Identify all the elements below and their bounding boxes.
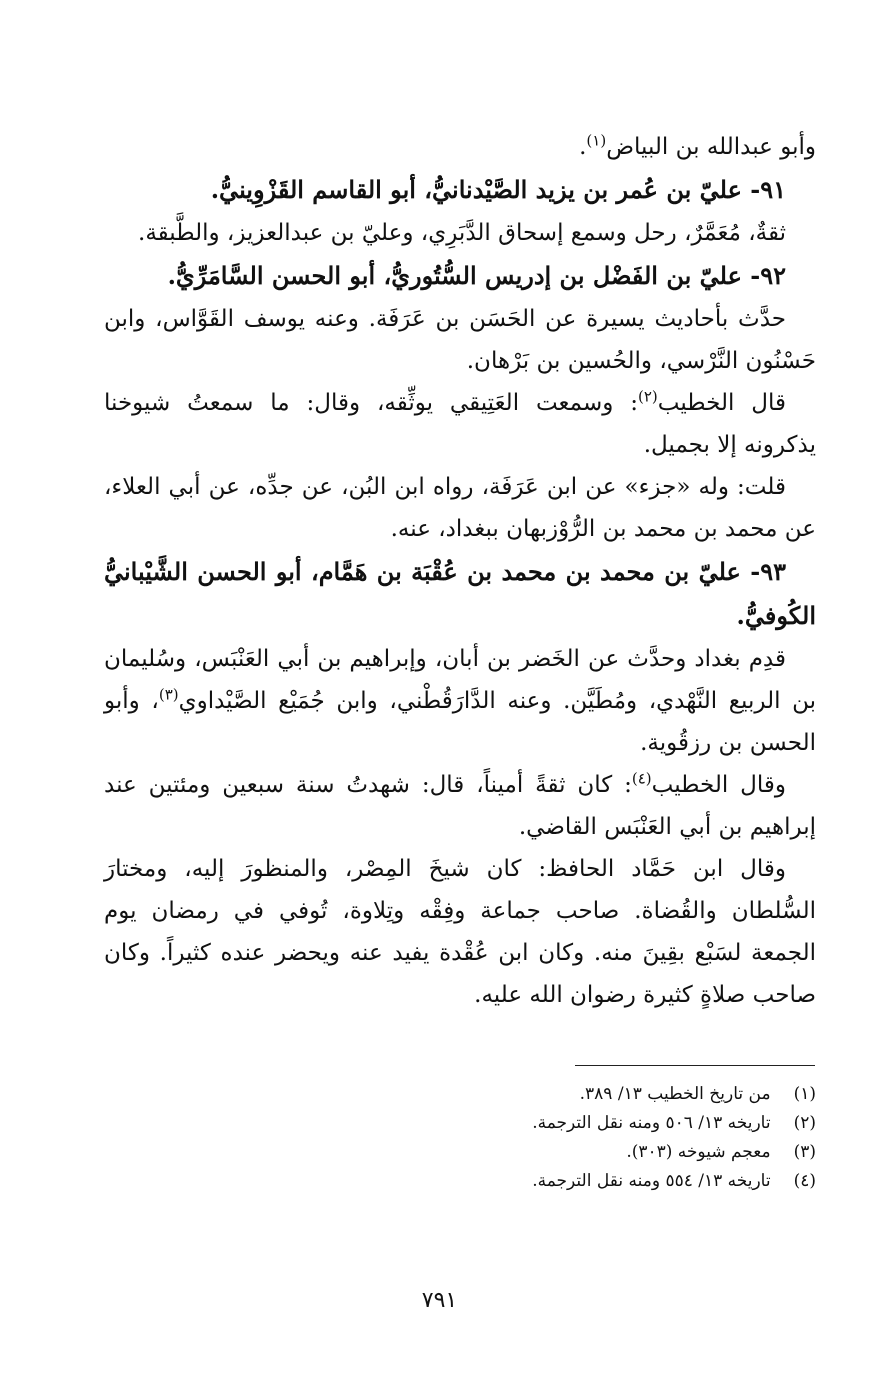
- footnote-text: معجم شيوخه (٣٠٣).: [626, 1142, 771, 1162]
- footnote-item: [300, 1138, 816, 1167]
- footnotes: [300, 1080, 816, 1196]
- footnote-number: (٤): [793, 1171, 816, 1191]
- entry-heading-92: ٩٢- عليّ بن الفَضْل بن إدريس السُّتُوريُّ، أبو الحسن السَّامَرِّيُّ.: [167, 261, 786, 290]
- entry-text-93a: [104, 638, 816, 764]
- footnote-number: (٣): [793, 1142, 816, 1162]
- entry-heading-91: ٩١- عليّ بن عُمر بن يزيد الصَّيْدنانيُّ، أبو القاسم القَزْوِينيُّ.: [210, 175, 786, 204]
- footnote-ref-3: (٣): [158, 685, 179, 704]
- entry-text-93b-start: وقال الخطيب: [651, 772, 786, 798]
- entry-text-93b: [104, 764, 816, 848]
- entry-text-92b-rest: : وسمعت العَتِيقي يوثِّقه، وقال: ما سمعتُ شيوخنا يذكرونه إلا بجميل.: [104, 390, 816, 458]
- continuation-end: .: [579, 134, 587, 160]
- page-body: [104, 126, 816, 1016]
- footnote-ref-1: (١): [586, 131, 607, 150]
- page-number: ٧٩١: [421, 1288, 458, 1313]
- footnote-item: [300, 1167, 816, 1196]
- footnote-item: [300, 1109, 816, 1138]
- footnote-text: تاريخه ١٣/ ٥٥٤ ومنه نقل الترجمة.: [532, 1171, 771, 1191]
- entry-text-93a-start: قدِم بغداد وحدَّث عن الخَضر بن أبان، وإبراهيم بن أبي العَنْبَس، وسُليمان بن الربيع النَّهْدي، ومُطَيَّن. وعنه الدَّارَقُطْني، وابن جُمَيْع الصَّيْداوي: [104, 646, 816, 714]
- footnote-item: [300, 1080, 816, 1109]
- continuation-line: [104, 126, 816, 168]
- footnote-separator: [575, 1065, 815, 1066]
- entry-text-93c: وقال ابن حَمَّاد الحافظ: كان شيخَ المِصْر، والمنظورَ إليه، ومختارَ السُّلطان والقُضاة. صاحب جماعة وفِقْه وتِلاوة، تُوفي في رمضان يوم الجمعة لسَبْع بقِينَ منه. وكان ابن عُقْدة يفيد عنه ويحضر عنده كثيراً. وكان صاحب صلاةٍ كثيرة رضوان الله عليه.: [104, 856, 816, 1008]
- footnote-ref-4: (٤): [631, 769, 652, 788]
- entry-text-93a-rest: ، وأبو الحسن بن رزقُوية.: [104, 688, 816, 756]
- entry-text-93b-rest: : كان ثقةً أميناً، قال: شهدتُ سنة سبعين ومئتين عند إبراهيم بن أبي العَنْبَس القاضي.: [104, 772, 816, 840]
- footnote-number: (٢): [793, 1113, 816, 1133]
- footnote-text: من تاريخ الخطيب ١٣/ ٣٨٩.: [579, 1084, 771, 1104]
- footnote-text: تاريخه ١٣/ ٥٠٦ ومنه نقل الترجمة.: [532, 1113, 771, 1133]
- entry-text-92a: حدَّث بأحاديث يسيرة عن الحَسَن بن عَرَفَة. وعنه يوسف القَوَّاس، وابن حَسْنُون النَّرْسي، والحُسين بن بَرْهان.: [104, 306, 816, 374]
- entry-text-92b: [104, 382, 816, 466]
- continuation-text: وأبو عبدالله بن البياض: [606, 134, 816, 160]
- entry-text-91: ثقةٌ، مُعَمَّرٌ، رحل وسمع إسحاق الدَّبَرِي، وعليّ بن عبدالعزيز، والطَّبقة.: [138, 220, 786, 246]
- entry-text-92c: قلت: وله «جزء» عن ابن عَرَفَة، رواه ابن البُن، عن جدِّه، عن أبي العلاء، عن محمد بن محمد بن الرُّوْزبهان ببغداد، عنه.: [104, 474, 816, 542]
- entry-text-92b-start: قال الخطيب: [657, 390, 786, 416]
- entry-heading-93: ٩٣- عليّ بن محمد بن محمد بن عُقْبَة بن هَمَّام، أبو الحسن الشَّيْبانيُّ الكُوفيُّ.: [104, 557, 816, 630]
- footnote-ref-2: (٢): [637, 387, 658, 406]
- footnote-number: (١): [793, 1084, 816, 1104]
